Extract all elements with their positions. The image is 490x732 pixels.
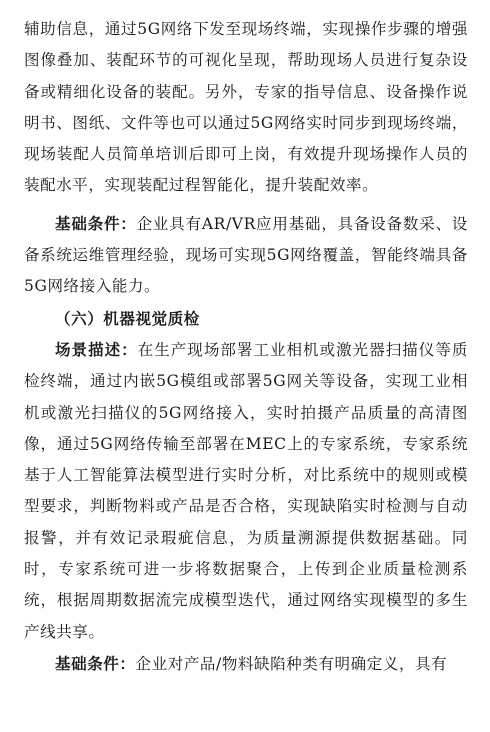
- paragraph-scenario-description: [24, 334, 468, 648]
- paragraph-text: 在生产现场部署工业相机或激光器扫描仪等质检终端，通过内嵌5G模组或部署5G网关等设备，实现工业相机或激光扫描仪的5G网络接入，实时拍摄产品质量的高清图像，通过5G网络传输至部署在MEC上的专家系统，专家系统基于人工智能算法模型进行实时分析，对比系统中的规则或模型要求，判断物料或产品是否合格，实现缺陷实时检测与自动报警，并有效记录瑕疵信息，为质量溯源提供数据基础。同时，专家系统可进一步将数据聚合，上传到企业质量检测系统，根据周期数据流完成模型迭代，通过网络实现模型的多生产线共享。: [24, 340, 468, 641]
- paragraph-basic-conditions-vision: [24, 648, 468, 680]
- paragraph-label: 场景描述：: [55, 339, 138, 359]
- paragraph-text: 企业具有AR/VR应用基础，具备设备数采、设备系统运维管理经验，现场可实现5G网络覆盖，智能终端具备5G网络接入能力。: [24, 214, 468, 296]
- section-heading-machine-vision: （六）机器视觉质检: [55, 308, 200, 328]
- paragraph-ar-assembly-continued: [24, 14, 468, 202]
- paragraph-text: 辅助信息，通过5G网络下发至现场终端，实现操作步骤的增强图像叠加、装配环节的可视化呈现，帮助现场人员进行复杂设备或精细化设备的装配。另外，专家的指导信息、设备操作说明书、图纸、文件等也可以通过5G网络实时同步到现场终端，现场装配人员简单培训后即可上岗，有效提升现场操作人员的装配水平，实现装配过程智能化，提升装配效率。: [24, 20, 468, 195]
- paragraph-basic-conditions-ar: [24, 208, 468, 303]
- paragraph-label: 基础条件：: [55, 213, 137, 233]
- paragraph-text: 企业对产品/物料缺陷种类有明确定义，具有: [135, 654, 448, 673]
- paragraph-label: 基础条件：: [55, 653, 136, 673]
